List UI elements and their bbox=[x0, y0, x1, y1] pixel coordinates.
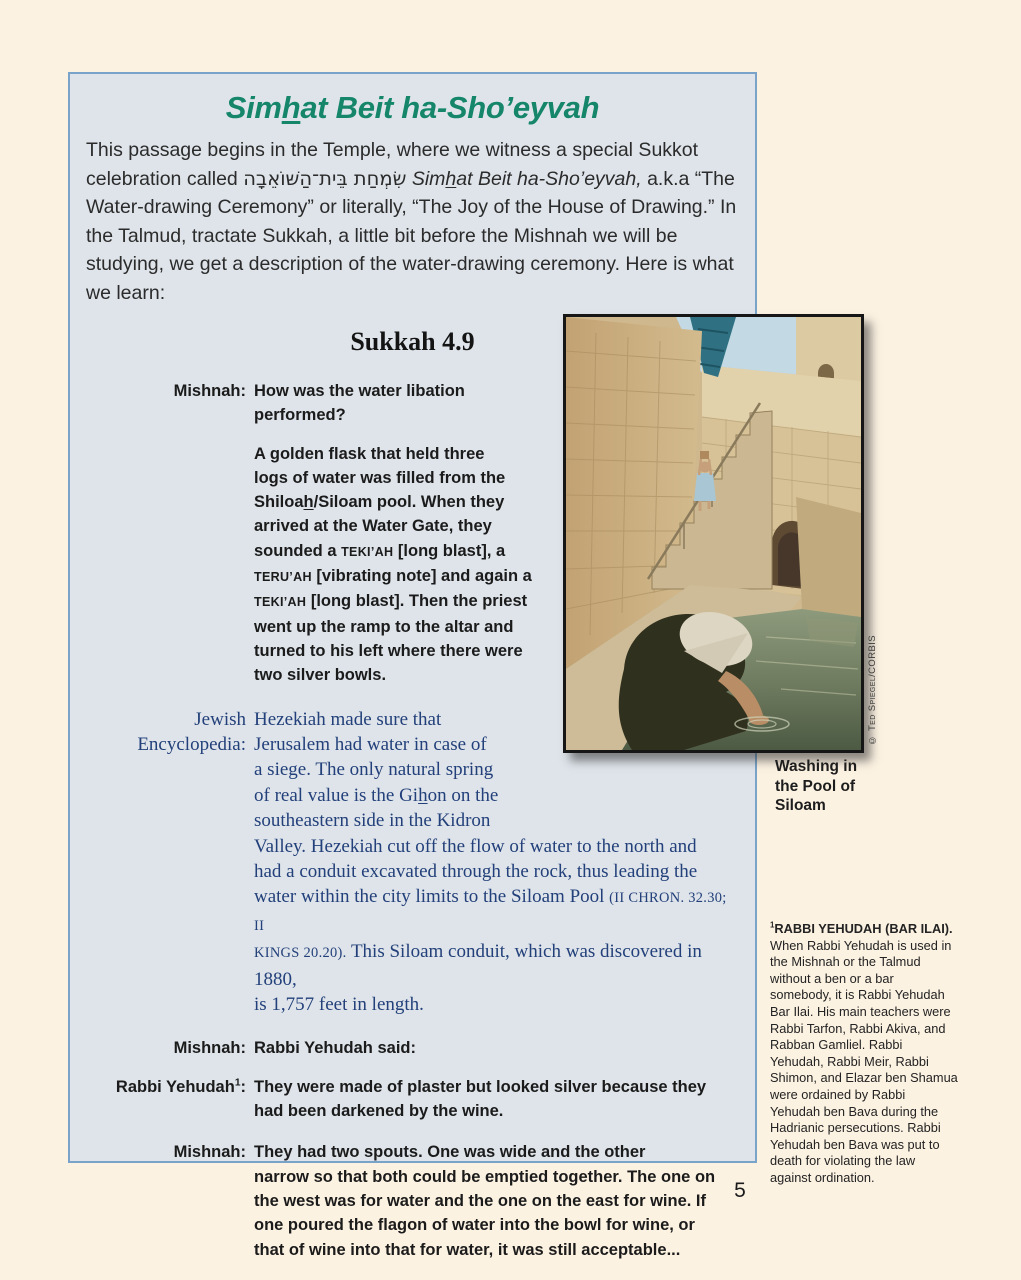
passage-body: How was the water libation performed? bbox=[254, 382, 465, 425]
passage-4 bbox=[86, 1036, 739, 1060]
page-title: Simhat Beit ha-Sho’eyvah bbox=[225, 90, 600, 125]
page-number: 5 bbox=[734, 1179, 746, 1202]
passage-label: Jewish Encyclopedia: bbox=[137, 708, 246, 755]
right-ledge bbox=[796, 497, 861, 617]
passage-label: Mishnah: bbox=[173, 1039, 246, 1058]
pool-of-siloam-illustration bbox=[566, 317, 861, 750]
passage-body: Hezekiah made sure that Jerusalem had water in case of a siege. The only natural spring of real value is the Gihon on the southeastern side in the Kidron Valley. Hezekiah cut off the flow of water to the north and had a conduit excavated through the rock, thus leading the water within the city limits to the Siloam Pool (II CHRON. 32.30; II KINGS 20.20). This Siloam conduit, which was discovered in 1880, is 1,757 feet in length. bbox=[254, 708, 727, 1016]
photo-credit: © Ted Spiegel/CORBIS bbox=[867, 634, 878, 745]
photo-figure bbox=[563, 314, 878, 814]
passage-body: They had two spouts. One was wide and the other narrow so that both could be emptied together. The one on the west was for water and the one on the east for wine. If one poured the flagon of water into the bowl for wine, or that of wine into that for water, it was still acceptable... bbox=[254, 1143, 716, 1259]
passage-label: Rabbi Yehudah$^1$: bbox=[115, 1077, 246, 1096]
passage-body: Rabbi Yehudah said: bbox=[254, 1039, 416, 1058]
intro-paragraph: This passage begins in the Temple, where we witness a special Sukkot celebration called שִׂמְחַת בֵּית־הַשּׁוֹאֵבָה Simhat Beit ha-Sho’eyvah, a.k.a “The Water-drawing Ceremony” or literally, “The Joy of the House of Drawing.” In the Talmud, tractate Sukkah, a little bit before the Mishnah we will be studying, we get a description of the water-drawing ceremony. Here is what we learn: bbox=[86, 139, 737, 304]
pool-of-siloam-photo bbox=[563, 314, 864, 753]
footnote-rabbi-yehudah: $^1$RABBI YEHUDAH (BAR ILAI). When Rabbi Yehudah is used in the Mishnah or the Talmud without a ben or a bar somebody, it is Rabbi Yehudah Bar Ilai. His main teachers were Rabbi Tarfon, Rabbi Akiva, and Rabban Gamliel. Rabbi Yehudah, Rabbi Meir, Rabbi Shimon, and Elazar ben Shamua were ordained by Rabbi Yehudah ben Bava during the Hadrianic persecutions. Rabbi Yehudah ben Bava was put to death for violating the law against ordination. bbox=[770, 920, 958, 1185]
section-heading: Sukkah 4.9 bbox=[350, 327, 475, 356]
passage-label: Mishnah: bbox=[173, 382, 246, 400]
photo-caption: Washing in the Pool of Siloam bbox=[775, 758, 858, 814]
passage-body: They were made of plaster but looked silver because they had been darkened by the wine. bbox=[254, 1077, 707, 1121]
passage-label: Mishnah: bbox=[173, 1143, 246, 1162]
passage-body: A golden flask that held three logs of water was filled from the Shiloah/Siloam pool. When they arrived at the Water Gate, they sounded a TEKI’AH [long blast], a TERU’AH [vibrating note] and again a TEKI’AH [long blast]. Then the priest went up the ramp to the altar and turned to his left where there were two silver bowls. bbox=[254, 444, 532, 685]
passage-5 bbox=[86, 1075, 739, 1124]
passage-3 bbox=[86, 707, 739, 1018]
passage-6 bbox=[86, 1140, 739, 1261]
